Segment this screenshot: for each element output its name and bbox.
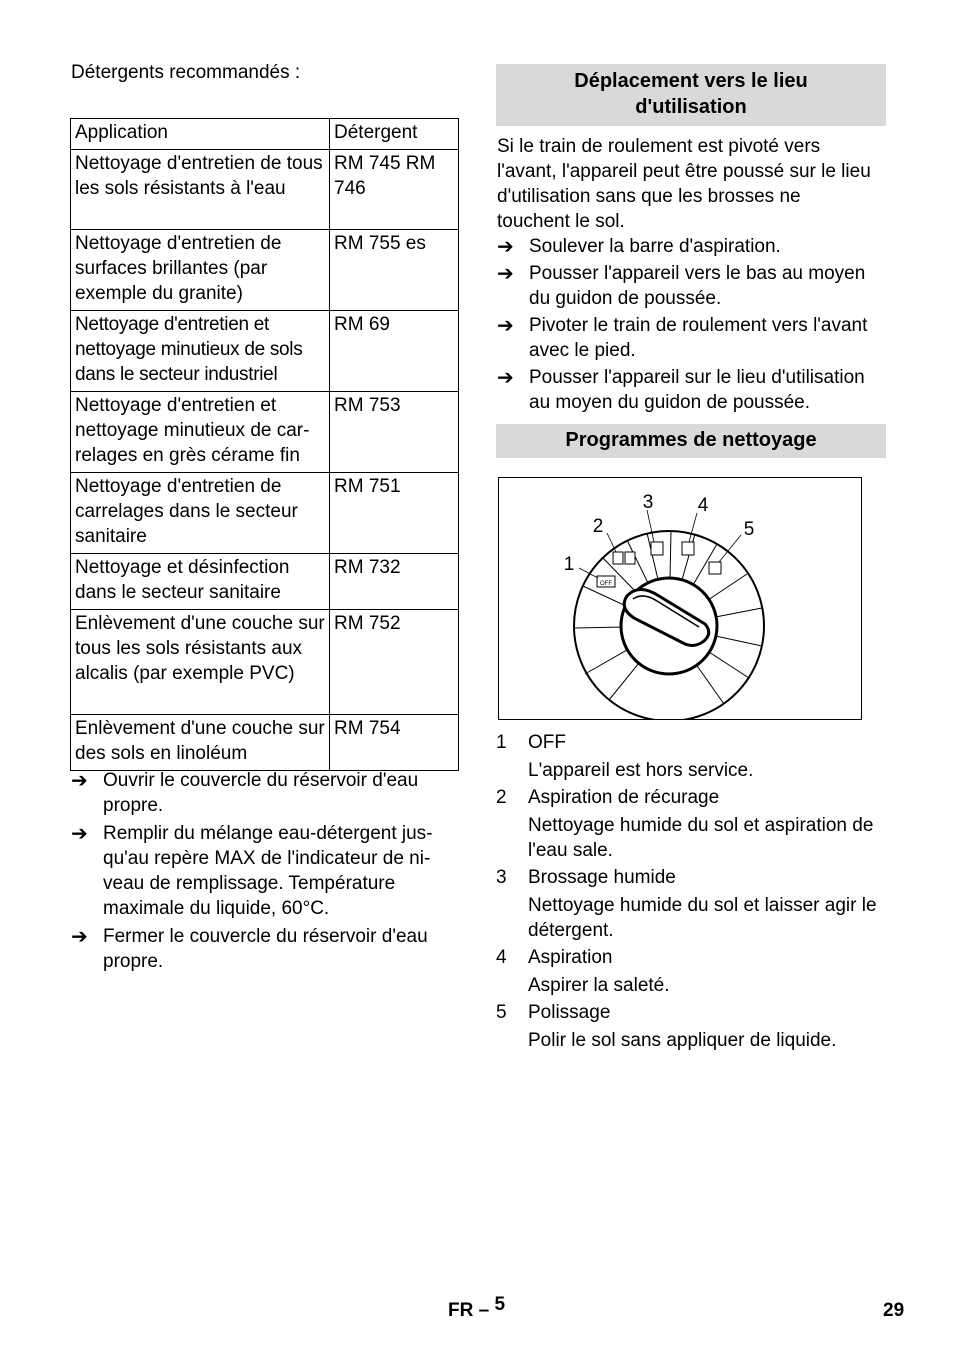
table-row bbox=[71, 311, 459, 392]
left-step-list bbox=[71, 768, 461, 974]
table-cell-detergent: RM 753 bbox=[330, 392, 459, 473]
table-row bbox=[71, 554, 459, 610]
arrow-right-icon: ➔ bbox=[497, 261, 514, 285]
table-cell-application: Nettoyage et désinfection dans le secteur sanitaire bbox=[71, 554, 330, 610]
step-item bbox=[71, 821, 461, 921]
callout-5: 5 bbox=[743, 519, 755, 540]
table-cell-detergent: RM 755 es bbox=[330, 230, 459, 311]
table-cell-application: Nettoyage d'entretien de carrelages dans le secteur sanitaire bbox=[71, 473, 330, 554]
step-item bbox=[497, 313, 887, 363]
scrub-suction-icon bbox=[613, 552, 623, 564]
program-number: 5 bbox=[496, 1002, 507, 1023]
table-cell-detergent: RM 752 bbox=[330, 610, 459, 715]
program-number: 1 bbox=[496, 732, 507, 753]
table-cell-detergent: RM 732 bbox=[330, 554, 459, 610]
arrow-right-icon: ➔ bbox=[497, 234, 514, 258]
step-item bbox=[497, 365, 887, 415]
step-item bbox=[71, 924, 461, 974]
table-header-cell: Application bbox=[71, 119, 330, 150]
callout-2: 2 bbox=[592, 516, 604, 537]
step-text: Remplir du mélange eau-détergent jus-qu'au repère MAX de l'indicateur de ni-veau de remplissage. Température maximale du liquide, 60°C. bbox=[103, 823, 433, 919]
table-row bbox=[71, 473, 459, 554]
table-cell-detergent: RM 69 bbox=[330, 311, 459, 392]
footer-dash: – bbox=[478, 1300, 490, 1321]
program-description: L'appareil est hors service. bbox=[528, 760, 754, 781]
table-header-row bbox=[71, 119, 459, 150]
moving-step-list bbox=[497, 234, 887, 415]
step-item bbox=[497, 261, 887, 311]
program-item bbox=[496, 865, 886, 943]
step-text: Fermer le couvercle du réservoir d'eau propre. bbox=[103, 926, 428, 972]
page-number: 29 bbox=[883, 1300, 905, 1321]
program-dial-illustration bbox=[499, 478, 861, 719]
arrow-right-icon: ➔ bbox=[71, 821, 88, 845]
section-heading-moving: Déplacement vers le lieu d'utilisation bbox=[496, 64, 886, 126]
table-cell-detergent: RM 751 bbox=[330, 473, 459, 554]
footer-lang: FR bbox=[448, 1300, 474, 1321]
step-text: Pivoter le train de roulement vers l'avant avec le pied. bbox=[529, 315, 868, 361]
step-item bbox=[71, 768, 461, 818]
intro-text: Détergents recommandés : bbox=[71, 62, 301, 83]
program-name: Polissage bbox=[528, 1002, 611, 1023]
arrow-right-icon: ➔ bbox=[497, 365, 514, 389]
wet-brush-icon bbox=[651, 542, 663, 555]
off-icon-label: OFF bbox=[600, 581, 612, 587]
moving-paragraph: Si le train de roulement est pivoté vers l'avant, l'appareil peut être poussé sur le lieu d'utilisation sans que les brosses ne touchent le sol. bbox=[497, 136, 871, 232]
program-description: Aspirer la saleté. bbox=[528, 975, 670, 996]
program-description: Nettoyage humide du sol et laisser agir le détergent. bbox=[528, 895, 877, 941]
callout-3: 3 bbox=[642, 492, 654, 513]
program-item bbox=[496, 730, 886, 783]
table-cell-application: Nettoyage d'entretien et nettoyage minutieux de sols dans le secteur industriel bbox=[71, 311, 330, 392]
arrow-right-icon: ➔ bbox=[71, 924, 88, 948]
program-item bbox=[496, 945, 886, 998]
program-name: Brossage humide bbox=[528, 867, 676, 888]
step-text: Pousser l'appareil sur le lieu d'utilisation au moyen du guidon de poussée. bbox=[529, 367, 865, 413]
table-cell-application: Nettoyage d'entretien de surfaces brillantes (par exemple du granite) bbox=[71, 230, 330, 311]
program-description: Nettoyage humide du sol et aspiration de l'eau sale. bbox=[528, 815, 874, 861]
section-heading-programs: Programmes de nettoyage bbox=[496, 424, 886, 458]
step-item bbox=[497, 234, 887, 259]
table-row bbox=[71, 392, 459, 473]
program-item bbox=[496, 785, 886, 863]
table-cell-application: Nettoyage d'entretien de tous les sols résistants à l'eau bbox=[71, 150, 330, 230]
program-name: Aspiration de récurage bbox=[528, 787, 720, 808]
arrow-right-icon: ➔ bbox=[497, 313, 514, 337]
table-cell-application: Nettoyage d'entretien et nettoyage minutieux de car-relages en grès cérame fin bbox=[71, 392, 330, 473]
step-text: Ouvrir le couvercle du réservoir d'eau propre. bbox=[103, 770, 419, 816]
table-cell-detergent: RM 754 bbox=[330, 715, 459, 771]
arrow-right-icon: ➔ bbox=[71, 768, 88, 792]
table-cell-application: Enlèvement d'une couche sur tous les sols résistants aux alcalis (par exemple PVC) bbox=[71, 610, 330, 715]
table-row bbox=[71, 610, 459, 715]
table-row bbox=[71, 230, 459, 311]
footer-section-label bbox=[448, 1294, 506, 1323]
program-name: Aspiration bbox=[528, 947, 613, 968]
program-name: OFF bbox=[528, 732, 566, 753]
step-text: Soulever la barre d'aspiration. bbox=[529, 236, 781, 257]
callout-1: 1 bbox=[563, 554, 575, 575]
table-cell-application: Enlèvement d'une couche sur des sols en linoléum bbox=[71, 715, 330, 771]
suction-icon bbox=[682, 542, 694, 555]
program-description: Polir le sol sans appliquer de liquide. bbox=[528, 1030, 837, 1051]
table-row bbox=[71, 150, 459, 230]
callout-4: 4 bbox=[697, 495, 709, 516]
program-item bbox=[496, 1000, 886, 1053]
program-list bbox=[496, 730, 886, 1055]
table-header-cell: Détergent bbox=[330, 119, 459, 150]
table-row bbox=[71, 715, 459, 771]
polish-icon bbox=[709, 562, 721, 574]
program-number: 4 bbox=[496, 947, 507, 968]
program-number: 2 bbox=[496, 787, 507, 808]
footer-section-page: 5 bbox=[494, 1294, 506, 1315]
table-cell-detergent: RM 745 RM 746 bbox=[330, 150, 459, 230]
program-dial-figure bbox=[498, 477, 862, 720]
program-number: 3 bbox=[496, 867, 507, 888]
step-text: Pousser l'appareil vers le bas au moyen du guidon de poussée. bbox=[529, 263, 866, 309]
detergent-table bbox=[70, 118, 459, 771]
